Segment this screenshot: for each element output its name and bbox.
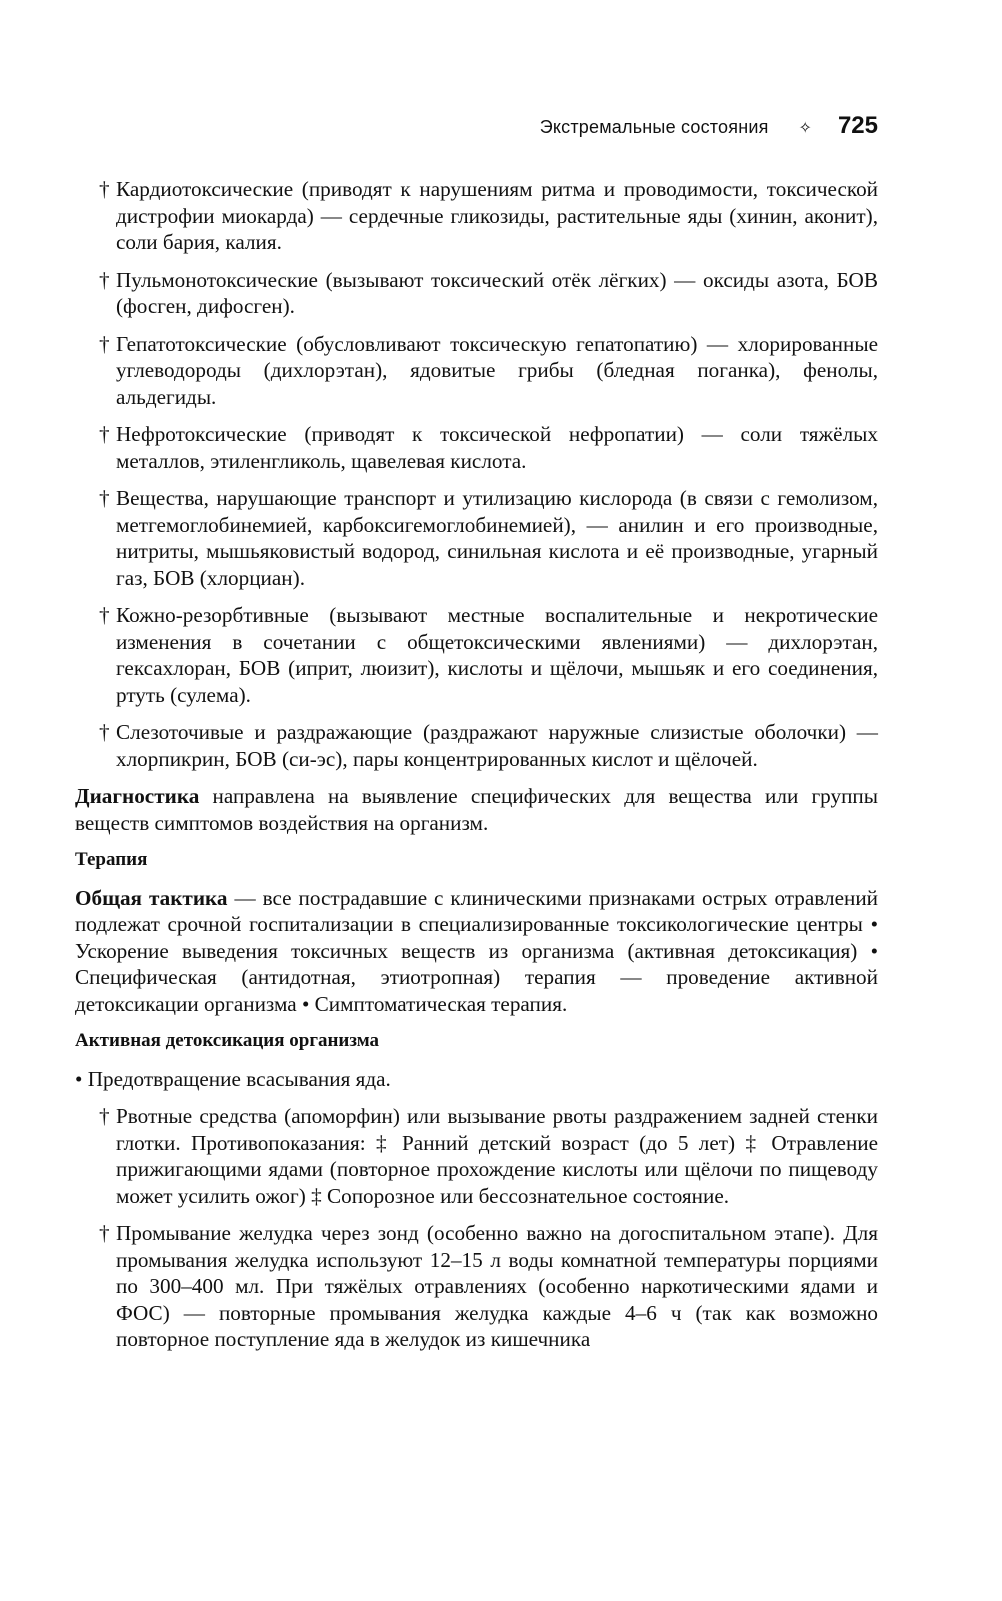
- general-tactics-term: Общая тактика: [75, 885, 228, 910]
- diagnostics-term: Диагностика: [75, 784, 200, 808]
- double-dagger-icon: ‡: [311, 1183, 322, 1208]
- list-item: [75, 331, 878, 411]
- list-item: [75, 421, 878, 474]
- list-item: [75, 602, 878, 708]
- body-text: [75, 176, 878, 1353]
- list-item-text: Кожно-резорбтивные (вызывают местные воспалительные и некротические изменения в сочетании с общетоксическими явлениями) — дихлорэтан, гексахлоран, БОВ (иприт, люизит), кислоты и щёлочи, мышьяк и его соединения, ртуть (сулема).: [116, 603, 878, 707]
- running-title: Экстремальные состояния: [539, 117, 769, 137]
- diagnostics-text: направлена на выявление специфических для вещества или группы веществ симптомов воздействия на организм.: [75, 784, 878, 835]
- dagger-icon: †: [99, 603, 110, 627]
- dagger-icon: †: [99, 720, 110, 744]
- dagger-icon: †: [99, 486, 110, 510]
- list-item-text: Слезоточивые и раздражающие (раздражают наружные слизистые оболочки) — хлорпикрин, БОВ (си-эс), пары концентрированных кислот и щёлочей.: [116, 720, 878, 771]
- therapy-heading: Терапия: [75, 849, 148, 870]
- general-tactics-text: — все пострадавшие с клиническими признаками острых отравлений подлежат срочной госпитализации в специализированные токсикологические центры • Ускорение выведения токсичных веществ из организма (активная детоксикация) • Специфическая (антидотная, этиотропная) терапия — проведение активной детоксикации организма • Симптоматическая терапия.: [75, 885, 878, 1016]
- running-head: [75, 112, 878, 148]
- double-dagger-icon: ‡: [745, 1130, 762, 1155]
- dagger-icon: †: [99, 267, 110, 292]
- contraindication-text: Отравление прижигающими ядами (повторное прохождение кислоты или щёлочи по пищеводу может усилить ожог): [116, 1130, 879, 1208]
- list-item-text: Пульмонотоксические (вызывают токсический отёк лёгких) — оксиды азота, БОВ (фосген, дифосген).: [116, 267, 878, 318]
- sub-list-item: [75, 1103, 878, 1209]
- list-item: [75, 485, 878, 591]
- dagger-icon: †: [99, 177, 110, 201]
- bullet-item: [75, 1066, 878, 1093]
- sub-list-item: [75, 1220, 878, 1353]
- bullet-item-text: Предотвращение всасывания яда.: [87, 1066, 391, 1091]
- list-item: [75, 719, 878, 772]
- general-tactics-paragraph: [75, 885, 878, 1018]
- dagger-icon: †: [99, 422, 110, 446]
- page: [75, 112, 878, 1364]
- diamond-icon: ✧: [798, 118, 812, 137]
- contraindication-text: Сопорозное или бессознательное состояние.: [326, 1183, 730, 1208]
- dagger-icon: †: [99, 1221, 110, 1245]
- dagger-icon: †: [99, 1104, 110, 1128]
- list-item-text: Вещества, нарушающие транспорт и утилизацию кислорода (в связи с гемолизом, метгемоглобинемией, карбоксигемоглобинемией), — анилин и его производные, нитриты, мышьяковистый водород, синильная кислота и её производные, угарный газ, БОВ (хлорциан).: [116, 486, 878, 590]
- double-dagger-icon: ‡: [376, 1130, 392, 1155]
- list-item-text: Гепатотоксические (обусловливают токсическую гепатопатию) — хлорированные углеводороды (дихлорэтан), ядовитые грибы (бледная поганка), фенолы, альдегиды.: [116, 331, 878, 409]
- page-number: 725: [837, 112, 878, 139]
- bullet-icon: •: [75, 1066, 83, 1091]
- sub-item-text: Промывание желудка через зонд (особенно важно на догоспитальном этапе). Для промывания желудка используют 12–15 л воды комнатной температуры порциями по 300–400 мл. При тяжёлых отравлениях (особенно наркотическими ядами и ФОС) — повторные промывания желудка каждые 4–6 ч (так как возможно повторное поступление яда в желудок из кишечника: [116, 1221, 878, 1351]
- list-item: [75, 267, 878, 320]
- contraindication-text: Ранний детский возраст (до 5 лет): [402, 1130, 746, 1155]
- list-item: [75, 176, 878, 256]
- list-item-text: Нефротоксические (приводят к токсической нефропатии) — соли тяжёлых металлов, этиленгликоль, щавелевая кислота.: [116, 422, 878, 473]
- sub-item-lead: Рвотные средства (апоморфин) или вызывание рвоты раздражением задней стенки глотки. Противопоказания:: [116, 1104, 878, 1155]
- dagger-icon: †: [99, 331, 110, 356]
- list-item-text: Кардиотоксические (приводят к нарушениям ритма и проводимости, токсической дистрофии миокарда) — сердечные гликозиды, растительные яды (хинин, аконит), соли бария, калия.: [116, 177, 878, 254]
- diagnostics-paragraph: [75, 783, 878, 836]
- detox-heading: Активная детоксикация организма: [75, 1030, 380, 1051]
